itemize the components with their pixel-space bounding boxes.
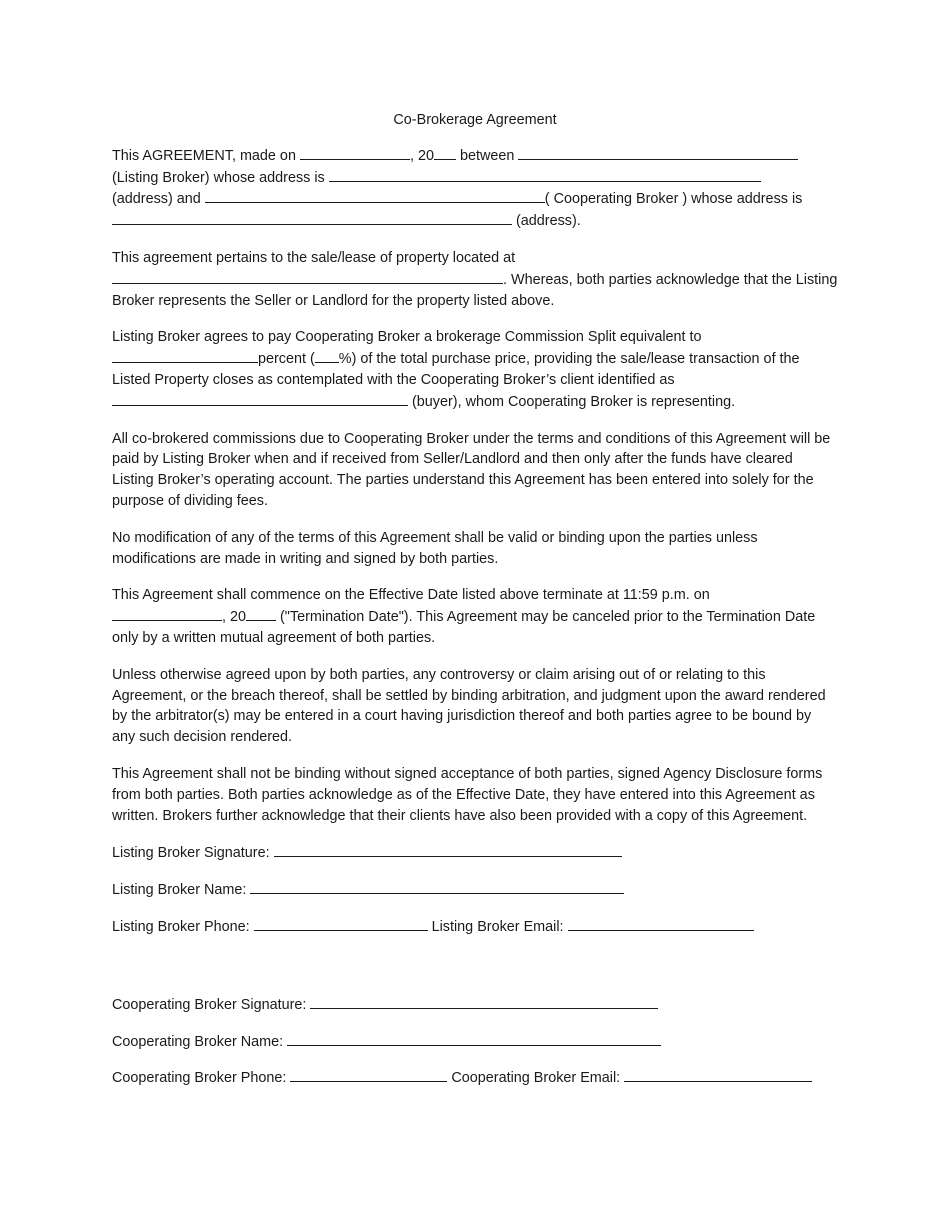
binding-paragraph: This Agreement shall not be binding without signed acceptance of both parties, signed Agency Disclosure forms from both parties. Both parties acknowledge as of the Effective Date, they have entered into this Agreement as written. Brokers further acknowledge that their clients have also been provided with a copy of this Agreement.: [112, 765, 823, 824]
section-gap: [112, 953, 838, 994]
modification-paragraph: No modification of any of the terms of this Agreement shall be valid or binding upon the parties unless modifications are made in writing and signed by both parties.: [112, 529, 758, 567]
property-text-1: This agreement pertains to the sale/lease of property located at: [112, 249, 516, 266]
intro-text-3: between: [455, 147, 519, 164]
listing-broker-phone-field-ext[interactable]: [364, 916, 428, 931]
cooperating-broker-signature-label: Cooperating Broker Signature:: [112, 996, 311, 1013]
intro-text-2: , 20: [409, 147, 434, 164]
property-location-blank[interactable]: [112, 269, 503, 284]
commission-text-1: Listing Broker agrees to pay Cooperating Broker a brokerage Commission Split equivalent to: [112, 329, 702, 346]
commission-text-2: percent (: [258, 351, 315, 368]
commission-text-3: %) of the total purchase price, providing the sale/lease transaction of the Listed Property closes as contemplated with the Cooperating Broker’s client identified as: [112, 351, 800, 388]
termination-year-blank[interactable]: [246, 606, 276, 621]
intro-text-7: (address).: [512, 213, 581, 230]
cooperating-broker-address-blank[interactable]: [112, 210, 512, 225]
cooperating-broker-email-field[interactable]: [624, 1067, 812, 1082]
listing-broker-blank[interactable]: [518, 145, 798, 160]
listing-broker-contact-line: [112, 916, 838, 938]
cooperating-broker-name-field[interactable]: [287, 1031, 661, 1046]
listing-broker-signature-field[interactable]: [274, 842, 622, 857]
intro-text-6: ( Cooperating Broker ) whose address is: [544, 191, 803, 208]
listing-broker-email-label: Listing Broker Email:: [427, 918, 568, 935]
cooperating-broker-email-label: Cooperating Broker Email:: [447, 1070, 625, 1087]
cooperating-broker-blank[interactable]: [205, 188, 545, 203]
agreement-year-blank[interactable]: [434, 145, 456, 160]
listing-broker-address-blank[interactable]: [329, 167, 761, 182]
listing-broker-name-field[interactable]: [250, 879, 624, 894]
cooperating-broker-name-line: [112, 1031, 838, 1053]
cooperating-broker-name-label: Cooperating Broker Name:: [112, 1033, 288, 1050]
cobrokered-commission-paragraph: All co-brokered commissions due to Cooperating Broker under the terms and conditions of this Agreement will be paid by Listing Broker when and if received from Seller/Landlord and then only after the funds have cleared Listing Broker’s operating account. The parties understand this Agreement has been entered into solely for the purpose of dividing fees.: [112, 430, 831, 509]
commission-paragraph: [112, 327, 838, 412]
document-title: Co-Brokerage Agreement: [393, 112, 557, 128]
cooperating-broker-contact-line: [112, 1067, 838, 1089]
intro-text-5: (address) and: [112, 191, 205, 208]
listing-broker-signature-label: Listing Broker Signature:: [112, 845, 274, 862]
buyer-client-blank[interactable]: [112, 391, 408, 406]
commission-percent-words-blank[interactable]: [112, 348, 258, 363]
cooperating-broker-signature-field[interactable]: [310, 994, 658, 1009]
cooperating-broker-phone-label: Cooperating Broker Phone:: [112, 1070, 291, 1087]
intro-text-4: (Listing Broker) whose address is: [112, 169, 329, 186]
term-text-3: ("Termination Date"). This Agreement may be canceled prior to the Termination Date only by a written mutual agreement of both parties.: [112, 609, 816, 646]
term-text-2: , 20: [222, 609, 247, 626]
cooperating-broker-signature-line: [112, 994, 838, 1016]
listing-broker-phone-field[interactable]: [254, 916, 364, 931]
commission-text-4: (buyer), whom Cooperating Broker is representing.: [408, 393, 736, 410]
term-paragraph: [112, 585, 838, 648]
listing-broker-name-label: Listing Broker Name:: [112, 882, 251, 899]
cooperating-broker-phone-field[interactable]: [290, 1067, 447, 1082]
listing-broker-signature-line: [112, 842, 838, 864]
listing-broker-email-field[interactable]: [568, 916, 754, 931]
property-text-2: . Whereas, both parties acknowledge that the Listing Broker represents the Seller or Landlord for the property listed above.: [112, 271, 838, 309]
term-text-1: This Agreement shall commence on the Effective Date listed above terminate at 11:59 p.m. on: [112, 587, 710, 604]
commission-percent-number-blank[interactable]: [315, 348, 339, 363]
listing-broker-name-line: [112, 879, 838, 901]
arbitration-paragraph: Unless otherwise agreed upon by both parties, any controversy or claim arising out of or relating to this Agreement, or the breach thereof, shall be settled by binding arbitration, and judgment upon the award rendered by the arbitrator(s) may be entered in a court having jurisdiction thereof and both parties agree to be bound by any such decision rendered.: [112, 666, 826, 746]
termination-date-blank[interactable]: [112, 606, 222, 621]
agreement-date-blank[interactable]: [300, 145, 410, 160]
intro-text-1: This AGREEMENT, made on: [112, 147, 300, 164]
intro-paragraph: [112, 145, 838, 232]
listing-broker-phone-label: Listing Broker Phone:: [112, 918, 254, 935]
property-paragraph: [112, 248, 838, 311]
